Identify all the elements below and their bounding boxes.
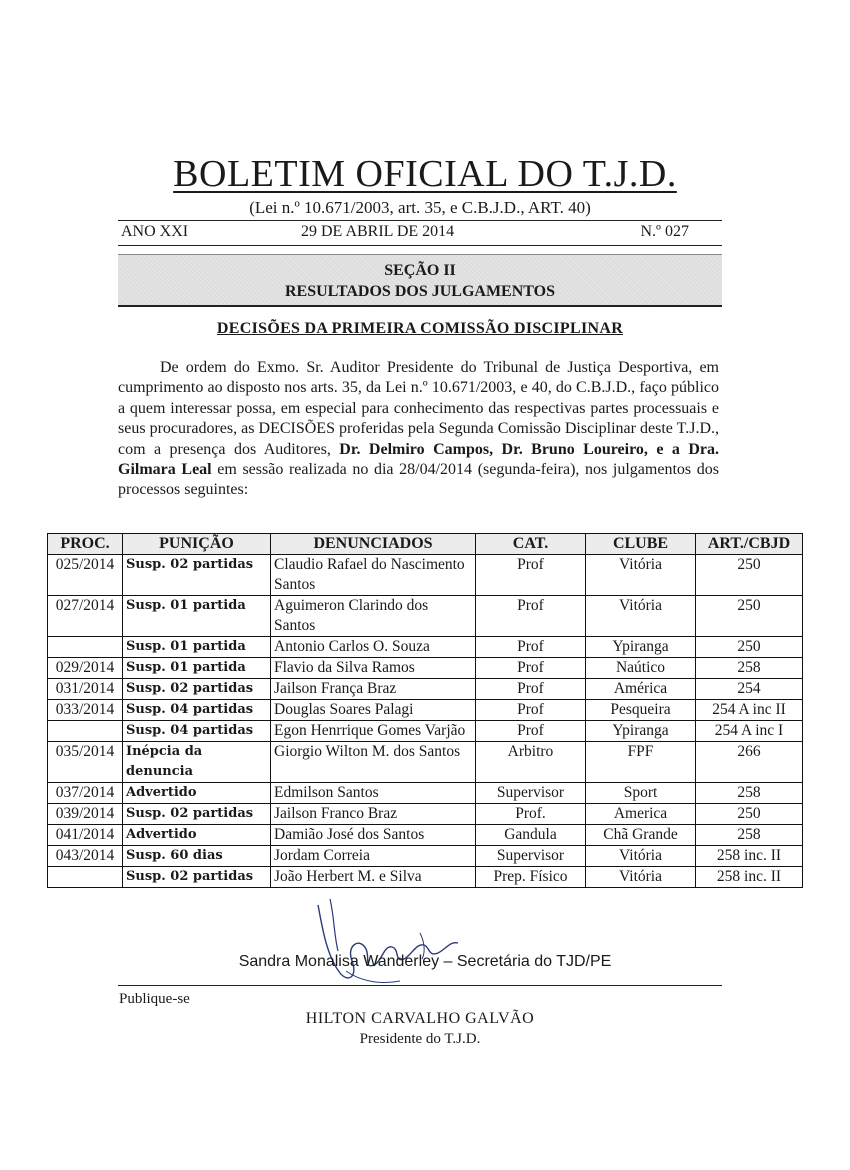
punicao-cell: Susp. 02 partidas: [123, 555, 271, 596]
intro-text-start: De ordem do Exmo. Sr. Auditor Presidente do Tribunal de Justiça Desportiva, em cumprimento ao disposto nos arts. 35, da Lei n.º 10.671/2003, e 40, do C.B.J.D., faço público a quem interessar possa, em especial para conhecimento das respectivas partes processuais e seus procuradores, as DECISÕES proferidas pela Segunda Comissão Disciplinar deste T.J.D., com a presença dos Auditores,: [118, 359, 719, 458]
club-cell: América: [586, 679, 696, 700]
proc-cell: [48, 721, 123, 742]
proc-cell: 033/2014: [48, 700, 123, 721]
article-cell: 258 inc. II: [696, 846, 803, 867]
issue-info-bar: [118, 220, 722, 246]
proc-cell: 039/2014: [48, 804, 123, 825]
table-row: [48, 721, 803, 742]
section-number: SEÇÃO II: [384, 262, 456, 279]
results-body: [48, 555, 803, 888]
signature-icon: [300, 885, 470, 995]
denunciado-cell: João Herbert M. e Silva: [271, 867, 476, 888]
denunciado-cell: Jailson França Braz: [271, 679, 476, 700]
article-cell: 250: [696, 596, 803, 637]
header-punicao: PUNIÇÃO: [123, 534, 271, 555]
intro-text-end: em sessão realizada no dia 28/04/2014 (segunda-feira), nos julgamentos dos processos seguintes:: [118, 461, 719, 499]
category-cell: Prep. Físico: [476, 867, 586, 888]
results-table: [47, 533, 803, 888]
club-cell: Vitória: [586, 555, 696, 596]
bulletin-title: BOLETIM OFICIAL DO T.J.D.: [173, 153, 677, 195]
category-cell: Supervisor: [476, 846, 586, 867]
club-cell: Ypiranga: [586, 637, 696, 658]
section-banner: [118, 254, 722, 307]
category-cell: Gandula: [476, 825, 586, 846]
denunciado-cell: Antonio Carlos O. Souza: [271, 637, 476, 658]
table-row: [48, 804, 803, 825]
article-cell: 258: [696, 658, 803, 679]
club-cell: Sport: [586, 783, 696, 804]
denunciado-cell: Egon Henrrique Gomes Varjão: [271, 721, 476, 742]
header-art: ART./CBJD: [696, 534, 803, 555]
punicao-cell: Inépcia da denuncia: [123, 742, 271, 783]
denunciado-cell: Flavio da Silva Ramos: [271, 658, 476, 679]
header-clube: CLUBE: [586, 534, 696, 555]
article-cell: 254: [696, 679, 803, 700]
secretary-signature-line: Sandra Monalisa Wanderley – Secretária do TJD/PE: [238, 953, 612, 970]
club-cell: Chã Grande: [586, 825, 696, 846]
article-cell: 250: [696, 555, 803, 596]
footer-divider: [118, 985, 722, 986]
denunciado-cell: Damião José dos Santos: [271, 825, 476, 846]
club-cell: Vitória: [586, 846, 696, 867]
header-denunciados: DENUNCIADOS: [271, 534, 476, 555]
denunciado-cell: Jordam Correia: [271, 846, 476, 867]
punicao-cell: Susp. 04 partidas: [123, 721, 271, 742]
denunciado-cell: Claudio Rafael do Nascimento Santos: [271, 555, 476, 596]
category-cell: Prof: [476, 700, 586, 721]
category-cell: Prof: [476, 555, 586, 596]
intro-paragraph: [118, 358, 719, 501]
punicao-cell: Susp. 04 partidas: [123, 700, 271, 721]
table-header-row: [48, 534, 803, 555]
article-cell: 254 A inc I: [696, 721, 803, 742]
table-row: [48, 596, 803, 637]
proc-cell: 027/2014: [48, 596, 123, 637]
proc-cell: 031/2014: [48, 679, 123, 700]
category-cell: Arbitro: [476, 742, 586, 783]
category-cell: Prof: [476, 658, 586, 679]
category-cell: Prof.: [476, 804, 586, 825]
article-cell: 258: [696, 825, 803, 846]
proc-cell: 025/2014: [48, 555, 123, 596]
proc-cell: 041/2014: [48, 825, 123, 846]
club-cell: Vitória: [586, 596, 696, 637]
punicao-cell: Advertido: [123, 783, 271, 804]
punicao-cell: Susp. 01 partida: [123, 596, 271, 637]
intro-auditors: Dr. Delmiro Campos, Dr. Bruno Loureiro, e a Dra. Gilmara Leal: [118, 440, 720, 479]
punicao-cell: Susp. 60 dias: [123, 846, 271, 867]
punicao-cell: Susp. 02 partidas: [123, 867, 271, 888]
punicao-cell: Advertido: [123, 825, 271, 846]
proc-cell: 043/2014: [48, 846, 123, 867]
issue-year: ANO XXI: [121, 223, 189, 240]
category-cell: Prof: [476, 596, 586, 637]
category-cell: Prof: [476, 637, 586, 658]
article-cell: 254 A inc II: [696, 700, 803, 721]
table-row: [48, 825, 803, 846]
president-name: HILTON CARVALHO GALVÃO: [305, 1010, 535, 1027]
proc-cell: [48, 637, 123, 658]
proc-cell: 035/2014: [48, 742, 123, 783]
club-cell: Vitória: [586, 867, 696, 888]
denunciado-cell: Jailson Franco Braz: [271, 804, 476, 825]
table-row: [48, 658, 803, 679]
punicao-cell: Susp. 02 partidas: [123, 804, 271, 825]
denunciado-cell: Aguimeron Clarindo dos Santos: [271, 596, 476, 637]
table-row: [48, 783, 803, 804]
article-cell: 258: [696, 783, 803, 804]
article-cell: 250: [696, 804, 803, 825]
punicao-cell: Susp. 01 partida: [123, 658, 271, 679]
proc-cell: 037/2014: [48, 783, 123, 804]
article-cell: 250: [696, 637, 803, 658]
publique-label: Publique-se: [119, 991, 190, 1007]
category-cell: Prof: [476, 679, 586, 700]
table-row: [48, 742, 803, 783]
club-cell: Pesqueira: [586, 700, 696, 721]
proc-cell: 029/2014: [48, 658, 123, 679]
table-row: [48, 637, 803, 658]
president-title: Presidente do T.J.D.: [359, 1031, 481, 1047]
section-title: RESULTADOS DOS JULGAMENTOS: [285, 283, 555, 300]
denunciado-cell: Edmilson Santos: [271, 783, 476, 804]
club-cell: America: [586, 804, 696, 825]
decisions-heading: DECISÕES DA PRIMEIRA COMISSÃO DISCIPLINAR: [216, 320, 624, 337]
table-row: [48, 555, 803, 596]
club-cell: FPF: [586, 742, 696, 783]
punicao-cell: Susp. 01 partida: [123, 637, 271, 658]
denunciado-cell: Giorgio Wilton M. dos Santos: [271, 742, 476, 783]
table-row: [48, 846, 803, 867]
club-cell: Ypiranga: [586, 721, 696, 742]
club-cell: Naútico: [586, 658, 696, 679]
header-proc: PROC.: [48, 534, 123, 555]
bulletin-subtitle: (Lei n.º 10.671/2003, art. 35, e C.B.J.D., ART. 40): [249, 198, 591, 217]
punicao-cell: Susp. 02 partidas: [123, 679, 271, 700]
header-cat: CAT.: [476, 534, 586, 555]
table-row: [48, 679, 803, 700]
proc-cell: [48, 867, 123, 888]
issue-number: N.º 027: [640, 223, 689, 240]
table-row: [48, 700, 803, 721]
category-cell: Supervisor: [476, 783, 586, 804]
article-cell: 266: [696, 742, 803, 783]
denunciado-cell: Douglas Soares Palagi: [271, 700, 476, 721]
article-cell: 258 inc. II: [696, 867, 803, 888]
category-cell: Prof: [476, 721, 586, 742]
issue-date: 29 DE ABRIL DE 2014: [301, 223, 455, 240]
